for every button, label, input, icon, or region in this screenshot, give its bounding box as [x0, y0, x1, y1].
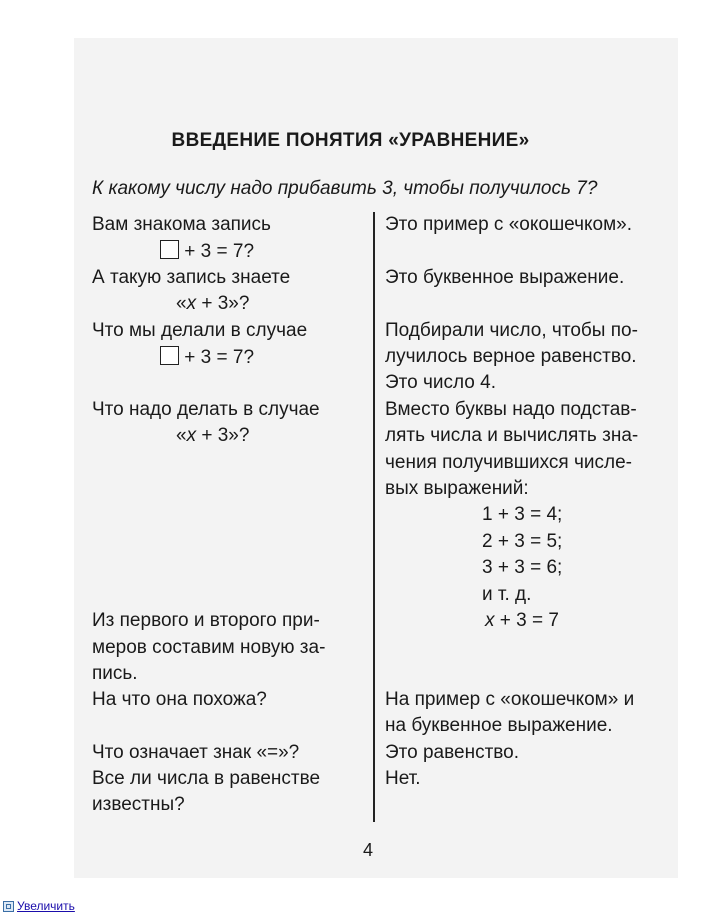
- left-line-box-expression: [160, 240, 254, 263]
- right-line: на буквенное выражение.: [385, 715, 613, 736]
- right-line: вых выражений:: [385, 478, 529, 499]
- equation-line: 3 + 3 = 6;: [482, 557, 563, 578]
- empty-box-icon: [160, 240, 179, 259]
- left-line-letter-expression: «x + 3»?: [176, 293, 250, 314]
- right-line: лять числа и вычислять зна-: [385, 425, 639, 446]
- right-line: Подбирали число, чтобы по-: [385, 320, 638, 341]
- right-line: Нет.: [385, 768, 421, 789]
- left-line: Что мы делали в случае: [92, 320, 308, 341]
- zoom-link[interactable]: [3, 899, 75, 913]
- left-line-letter-expression: «x + 3»?: [176, 425, 250, 446]
- equation-line: 1 + 3 = 4;: [482, 504, 563, 525]
- left-line: Что надо делать в случае: [92, 399, 320, 420]
- left-line: А такую запись знаете: [92, 267, 291, 288]
- empty-box-icon: [160, 346, 179, 365]
- page-title: ВВЕДЕНИЕ ПОНЯТИЯ «УРАВНЕНИЕ»: [171, 130, 530, 151]
- left-line: Из первого и второго при-: [92, 610, 320, 631]
- left-line-box-expression: [160, 346, 254, 369]
- lead-question: К какому числу надо прибавить 3, чтобы получилось 7?: [92, 178, 598, 199]
- right-line: Это пример с «окошечком».: [385, 214, 633, 235]
- equation-line: и т. д.: [482, 584, 532, 605]
- right-line: лучилось верное равенство.: [385, 346, 637, 367]
- left-line: Вам знакома запись: [92, 214, 271, 235]
- expression-text: + 3 = 7?: [184, 347, 255, 368]
- left-line: пись.: [92, 663, 138, 684]
- right-line: Это число 4.: [385, 372, 496, 393]
- left-line: Все ли числа в равенстве: [92, 768, 321, 789]
- right-line: Это буквенное выражение.: [385, 267, 625, 288]
- column-divider: [373, 212, 375, 822]
- right-line: На пример с «окошечком» и: [385, 689, 635, 710]
- left-line: Что означает знак «=»?: [92, 742, 300, 763]
- expression-text: + 3 = 7?: [184, 241, 255, 262]
- right-line: чения получившихся числе-: [385, 452, 632, 473]
- variable-x: x: [186, 293, 197, 314]
- equation-line: x + 3 = 7: [485, 610, 559, 631]
- equation-line: 2 + 3 = 5;: [482, 531, 563, 552]
- left-line: меров составим новую за-: [92, 637, 326, 658]
- right-line: Это равенство.: [385, 742, 519, 763]
- zoom-link-label: Увеличить: [17, 899, 75, 913]
- left-line: известны?: [92, 794, 185, 815]
- enlarge-icon: [3, 901, 14, 912]
- left-line: На что она похожа?: [92, 689, 267, 710]
- variable-x: x: [186, 425, 197, 446]
- right-line: Вместо буквы надо подстав-: [385, 399, 637, 420]
- page-number: 4: [363, 840, 374, 860]
- variable-x: x: [485, 610, 495, 631]
